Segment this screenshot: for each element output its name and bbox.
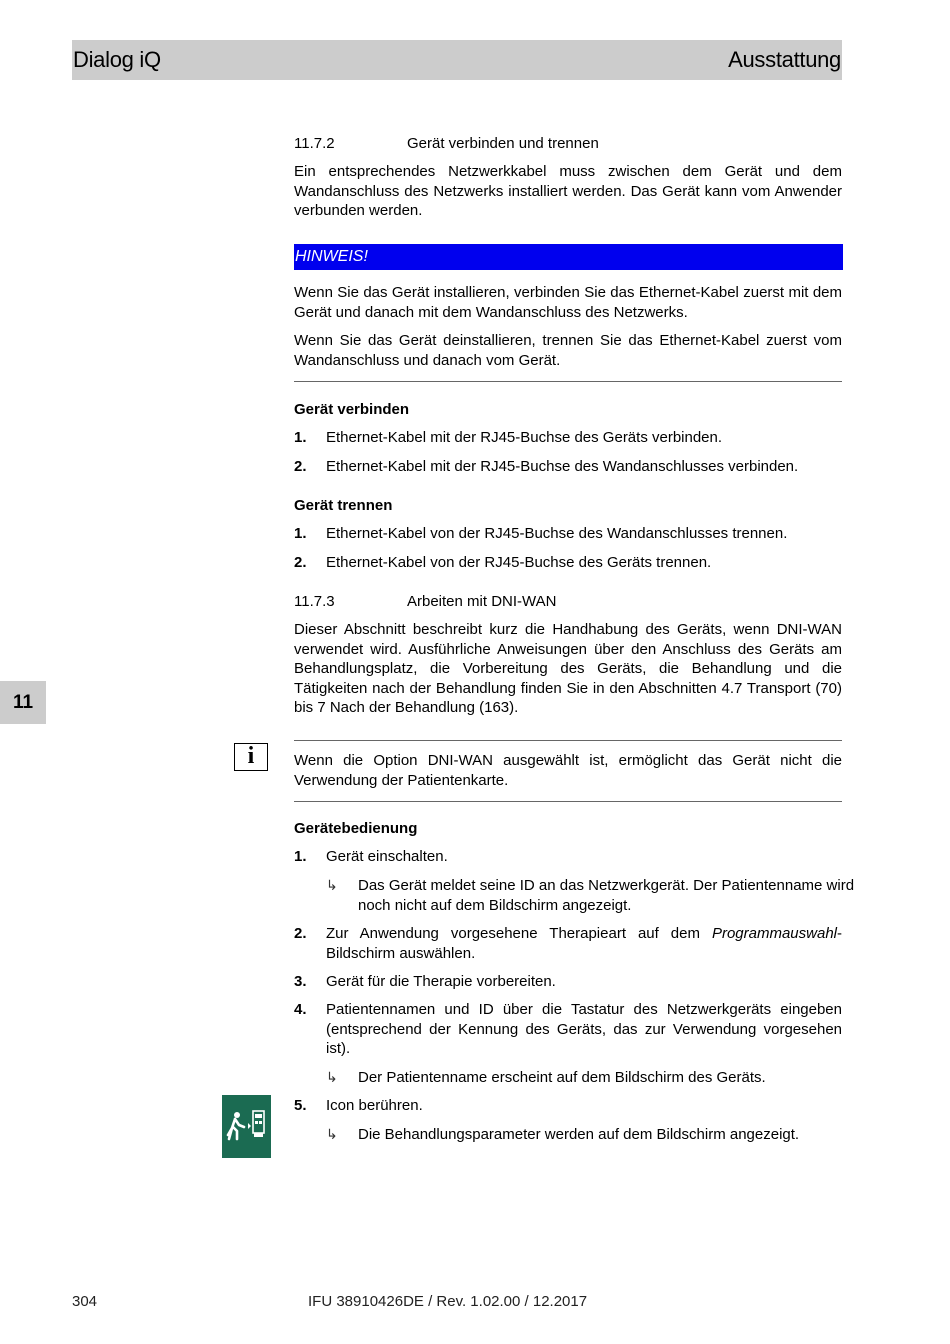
section-heading-11-7-3 [294, 592, 842, 612]
header-product-title: Dialog iQ [73, 47, 161, 73]
step-text: Icon berühren. [326, 1097, 423, 1114]
notice-paragraph-install: Wenn Sie das Gerät installieren, verbinden Sie das Ethernet-Kabel zuerst mit dem Gerät und danach mit dem Wandanschluss des Netzwerks. [294, 284, 842, 321]
operation-step [294, 1000, 842, 1059]
section-title: Arbeiten mit DNI-WAN [407, 593, 557, 610]
step-text: Ethernet-Kabel mit der RJ45-Buchse des Wandanschlusses verbinden. [326, 458, 799, 475]
header-chapter-title: Ausstattung [728, 47, 841, 73]
step-result [294, 1068, 874, 1088]
section-heading-11-7-2 [294, 134, 842, 154]
section-title: Gerät verbinden und trennen [407, 135, 599, 152]
step-number: 1. [294, 429, 307, 446]
section-number: 11.7.3 [294, 593, 335, 610]
disconnect-step [294, 524, 842, 544]
step-text: Ethernet-Kabel von der RJ45-Buchse des Wandanschlusses trennen. [326, 525, 788, 542]
step-number: 2. [294, 554, 307, 571]
chapter-tab: 11 [0, 681, 46, 724]
step-text: Gerät für die Therapie vorbereiten. [326, 973, 556, 990]
step-text: Zur Anwendung vorgesehene Therapieart auf dem Programmauswahl-Bildschirm auswählen. [326, 925, 842, 962]
screen-name: Programmauswahl [711, 925, 837, 942]
step-text: Gerät einschalten. [326, 848, 448, 865]
step-number: 3. [294, 973, 307, 990]
notice-banner: HINWEIS! [294, 244, 843, 270]
info-bottom-divider [294, 801, 842, 802]
notice-paragraph-uninstall: Wenn Sie das Gerät deinstallieren, trennen Sie das Ethernet-Kabel zuerst vom Wandanschluss und danach vom Gerät. [294, 332, 842, 369]
disconnect-step [294, 553, 842, 573]
step-result [294, 876, 874, 915]
connect-step [294, 457, 842, 477]
result-text: Die Behandlungsparameter werden auf dem Bildschirm angezeigt. [358, 1126, 800, 1143]
info-top-divider [294, 740, 842, 741]
info-note-text: Wenn die Option DNI-WAN ausgewählt ist, ermöglicht das Gerät nicht die Verwendung der Patientenkarte. [294, 752, 842, 789]
step-text: Ethernet-Kabel mit der RJ45-Buchse des Geräts verbinden. [326, 429, 723, 446]
step-number: 2. [294, 458, 307, 475]
step-number: 4. [294, 1001, 307, 1018]
result-arrow-icon: ↳ [326, 1069, 338, 1085]
step-number: 1. [294, 848, 307, 865]
operation-step [294, 847, 842, 867]
operation-step [294, 1096, 842, 1116]
subheading-operation: Gerätebedienung [294, 820, 418, 837]
operation-step [294, 972, 842, 992]
document-reference: IFU 38910426DE / Rev. 1.02.00 / 12.2017 [308, 1293, 588, 1310]
result-text: Das Gerät meldet seine ID an das Netzwerkgerät. Der Patientenname wird noch nicht auf dem Bildschirm angezeigt. [358, 877, 855, 914]
dni-wan-intro-paragraph: Dieser Abschnitt beschreibt kurz die Handhabung des Geräts, wenn DNI-WAN verwendet wird. Ausführliche Anweisungen über den Anschluss des Geräts am Behandlungsplatz, die Vorbereitung des Geräts, die Behandlung und die Tätigkeiten nach der Behandlung finden Sie in den Abschnitten 4.7 Transport (70) bis 7 Nach der Behandlung (163). [294, 621, 842, 716]
result-arrow-icon: ↳ [326, 1126, 338, 1142]
step-number: 2. [294, 925, 307, 942]
step-result [294, 1125, 874, 1145]
step-number: 1. [294, 525, 307, 542]
subheading-disconnect: Gerät trennen [294, 497, 393, 514]
notice-divider [294, 381, 842, 382]
result-arrow-icon: ↳ [326, 877, 338, 893]
step-text: Ethernet-Kabel von der RJ45-Buchse des Geräts trennen. [326, 554, 712, 571]
connect-step [294, 428, 842, 448]
subheading-connect: Gerät verbinden [294, 401, 410, 418]
info-icon: i [234, 743, 268, 771]
step-number: 5. [294, 1097, 307, 1114]
section-number: 11.7.2 [294, 135, 335, 152]
page-number: 304 [72, 1293, 98, 1310]
page-header [72, 40, 842, 80]
patient-walk-to-machine-icon [222, 1095, 271, 1158]
operation-step [294, 924, 842, 963]
result-text: Der Patientenname erscheint auf dem Bildschirm des Geräts. [358, 1069, 766, 1086]
step-text: Patientennamen und ID über die Tastatur des Netzwerkgeräts eingeben (entsprechend der Kennung des Geräts, das zur Verwendung vorgesehen ist). [326, 1001, 842, 1057]
section-intro-paragraph: Ein entsprechendes Netzwerkkabel muss zwischen dem Gerät und dem Wandanschluss des Netzwerks installiert werden. Das Gerät kann vom Anwender verbunden werden. [294, 163, 842, 219]
